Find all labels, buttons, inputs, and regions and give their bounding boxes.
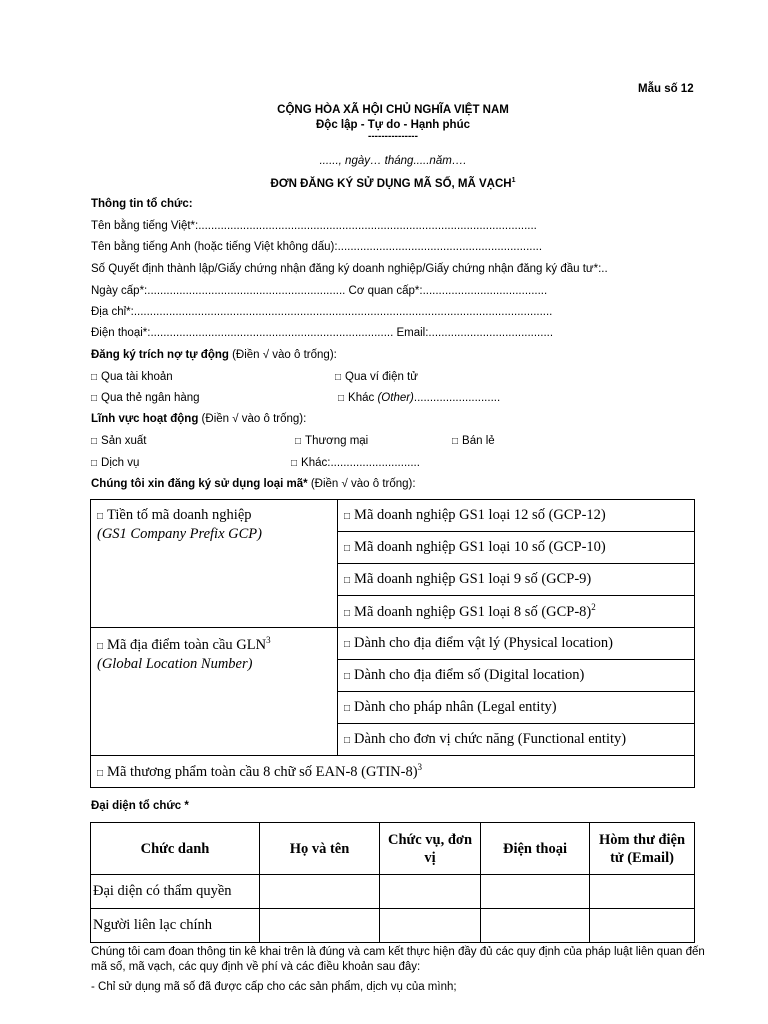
option-field-other[interactable]: □ Khác:............................ <box>291 457 420 469</box>
checkbox-icon[interactable]: □ <box>344 575 351 586</box>
table-header-row <box>91 823 695 875</box>
option-gcp10[interactable]: □ Mã doanh nghiệp GS1 loại 10 số (GCP-10) <box>338 532 695 564</box>
table-row <box>91 909 695 943</box>
checkbox-icon[interactable]: □ <box>344 639 351 650</box>
checkbox-icon[interactable]: □ <box>91 458 98 469</box>
name-cell[interactable] <box>260 875 380 909</box>
representatives-heading: Đại diện tổ chức * <box>91 800 189 812</box>
motto: Độc lập - Tự do - Hạnh phúc <box>316 119 470 131</box>
column-header: Hòm thư điện tử (Email) <box>590 823 695 875</box>
checkbox-icon[interactable]: □ <box>344 511 351 522</box>
email-cell[interactable] <box>590 909 695 943</box>
row-label: Người liên lạc chính <box>91 909 260 943</box>
checkbox-icon[interactable]: □ <box>91 372 98 383</box>
checkbox-icon[interactable]: □ <box>344 703 351 714</box>
date-line: ......, ngày… tháng.....năm…. <box>319 155 467 167</box>
position-cell[interactable] <box>380 875 481 909</box>
option-retail[interactable]: □ Bán lẻ <box>452 435 495 447</box>
checkbox-icon[interactable]: □ <box>452 436 459 447</box>
option-trade[interactable]: □ Thương mại <box>295 435 369 447</box>
org-info-heading: Thông tin tổ chức: <box>91 198 193 210</box>
option-service[interactable]: □ Dịch vụ <box>91 457 140 469</box>
column-header: Chức vụ, đơn vị <box>380 823 481 875</box>
column-header: Họ và tên <box>260 823 380 875</box>
option-gcp12[interactable]: □ Mã doanh nghiệp GS1 loại 12 số (GCP-12) <box>338 500 695 532</box>
name-en-field[interactable]: Tên bằng tiếng Anh (hoặc tiếng Việt không dấu):................................................................ <box>91 241 543 253</box>
email-cell[interactable] <box>590 875 695 909</box>
header-divider: --------------- <box>368 131 418 142</box>
table-row <box>91 875 695 909</box>
checkbox-icon[interactable]: □ <box>91 393 98 404</box>
column-header: Chức danh <box>91 823 260 875</box>
commitment-text: Chúng tôi cam đoan thông tin kê khai trên là đúng và cam kết thực hiện đầy đủ các quy định của pháp luật liên quan đến mã số, mã vạch, các quy định về phí và các điều khoản sau đây: <box>91 946 705 973</box>
field-heading: Lĩnh vực hoạt động (Điền √ vào ô trống): <box>91 413 307 425</box>
checkbox-icon[interactable]: □ <box>91 436 98 447</box>
option-gln-functional[interactable]: □ Dành cho đơn vị chức năng (Functional entity) <box>338 724 695 756</box>
option-gcp8[interactable]: □ Mã doanh nghiệp GS1 loại 8 số $(GCP-8)^2$ <box>338 596 695 628</box>
option-production[interactable]: □ Sản xuất <box>91 435 147 447</box>
option-gln-physical[interactable]: □ Dành cho địa điểm vật lý (Physical location) <box>338 628 695 660</box>
checkbox-icon[interactable]: □ <box>97 640 104 652</box>
option-bankcard[interactable]: □ Qua thẻ ngân hàng <box>91 392 200 404</box>
option-account[interactable]: □ Qua tài khoản <box>91 371 173 383</box>
row-label: Đại diện có thẩm quyền <box>91 875 260 909</box>
name-vn-field[interactable]: Tên bằng tiếng Việt*:.......................................................................................................... <box>91 220 537 232</box>
issue-date-field[interactable]: Ngày cấp*:.............................................................. Cơ quan cấp*:....................................... <box>91 285 548 297</box>
country-name: CỘNG HÒA XÃ HỘI CHỦ NGHĨA VIỆT NAM <box>277 104 509 116</box>
address-field[interactable]: Địa chỉ*:................................................................................................................................... <box>91 306 553 318</box>
checkbox-icon[interactable]: □ <box>344 543 351 554</box>
checkbox-icon[interactable]: □ <box>97 767 104 779</box>
name-cell[interactable] <box>260 909 380 943</box>
prefix-cell[interactable]: □ Tiền tố mã doanh nghiệp (GS1 Company Prefix GCP) <box>91 500 338 628</box>
form-number: Mẫu số 12 <box>638 83 694 95</box>
code-type-table <box>90 499 695 788</box>
option-ean8[interactable]: □ Mã thương phẩm toàn cầu 8 chữ số EAN-8 (GTIN-8)$^3$ <box>91 756 695 788</box>
option-gcp9[interactable]: □ Mã doanh nghiệp GS1 loại 9 số (GCP-9) <box>338 564 695 596</box>
checkbox-icon[interactable]: □ <box>344 607 351 619</box>
checkbox-icon[interactable]: □ <box>97 511 104 522</box>
phone-cell[interactable] <box>481 875 590 909</box>
option-gln-digital[interactable]: □ Dành cho địa điểm số (Digital location) <box>338 660 695 692</box>
checkbox-icon[interactable]: □ <box>335 372 342 383</box>
checkbox-icon[interactable]: □ <box>338 393 345 404</box>
gln-cell[interactable]: □ Mã địa điểm toàn cầu GLN$^3$ (Global Location Number) <box>91 628 338 756</box>
checkbox-icon[interactable]: □ <box>295 436 302 447</box>
checkbox-icon[interactable]: □ <box>291 458 298 469</box>
code-request-heading: Chúng tôi xin đăng ký sử dụng loại mã* (Điền √ vào ô trống): <box>91 478 416 490</box>
phone-cell[interactable] <box>481 909 590 943</box>
phone-email-field[interactable]: Điện thoại*:............................................................................ Email:....................................... <box>91 327 554 339</box>
representatives-table <box>90 822 695 943</box>
position-cell[interactable] <box>380 909 481 943</box>
checkbox-icon[interactable]: □ <box>344 735 351 746</box>
column-header: Điện thoại <box>481 823 590 875</box>
commitment-item: - Chỉ sử dụng mã số đã được cấp cho các sản phẩm, dịch vụ của mình; <box>91 981 457 993</box>
decision-number-field[interactable]: Số Quyết định thành lập/Giấy chứng nhận đăng ký doanh nghiệp/Giấy chứng nhận đăng ký đầu tư*:.. <box>91 263 608 275</box>
option-ewallet[interactable]: □ Qua ví điện tử <box>335 371 418 383</box>
option-gln-legal[interactable]: □ Dành cho pháp nhân (Legal entity) <box>338 692 695 724</box>
checkbox-icon[interactable]: □ <box>344 671 351 682</box>
auto-debit-heading: Đăng ký trích nợ tự động (Điền √ vào ô trống): <box>91 349 337 361</box>
form-title: ĐƠN ĐĂNG KÝ SỬ DỤNG MÃ SỐ, MÃ VẠCH$^1$ <box>270 177 516 190</box>
option-debit-other[interactable]: □ Khác (Other)........................... <box>338 392 501 404</box>
